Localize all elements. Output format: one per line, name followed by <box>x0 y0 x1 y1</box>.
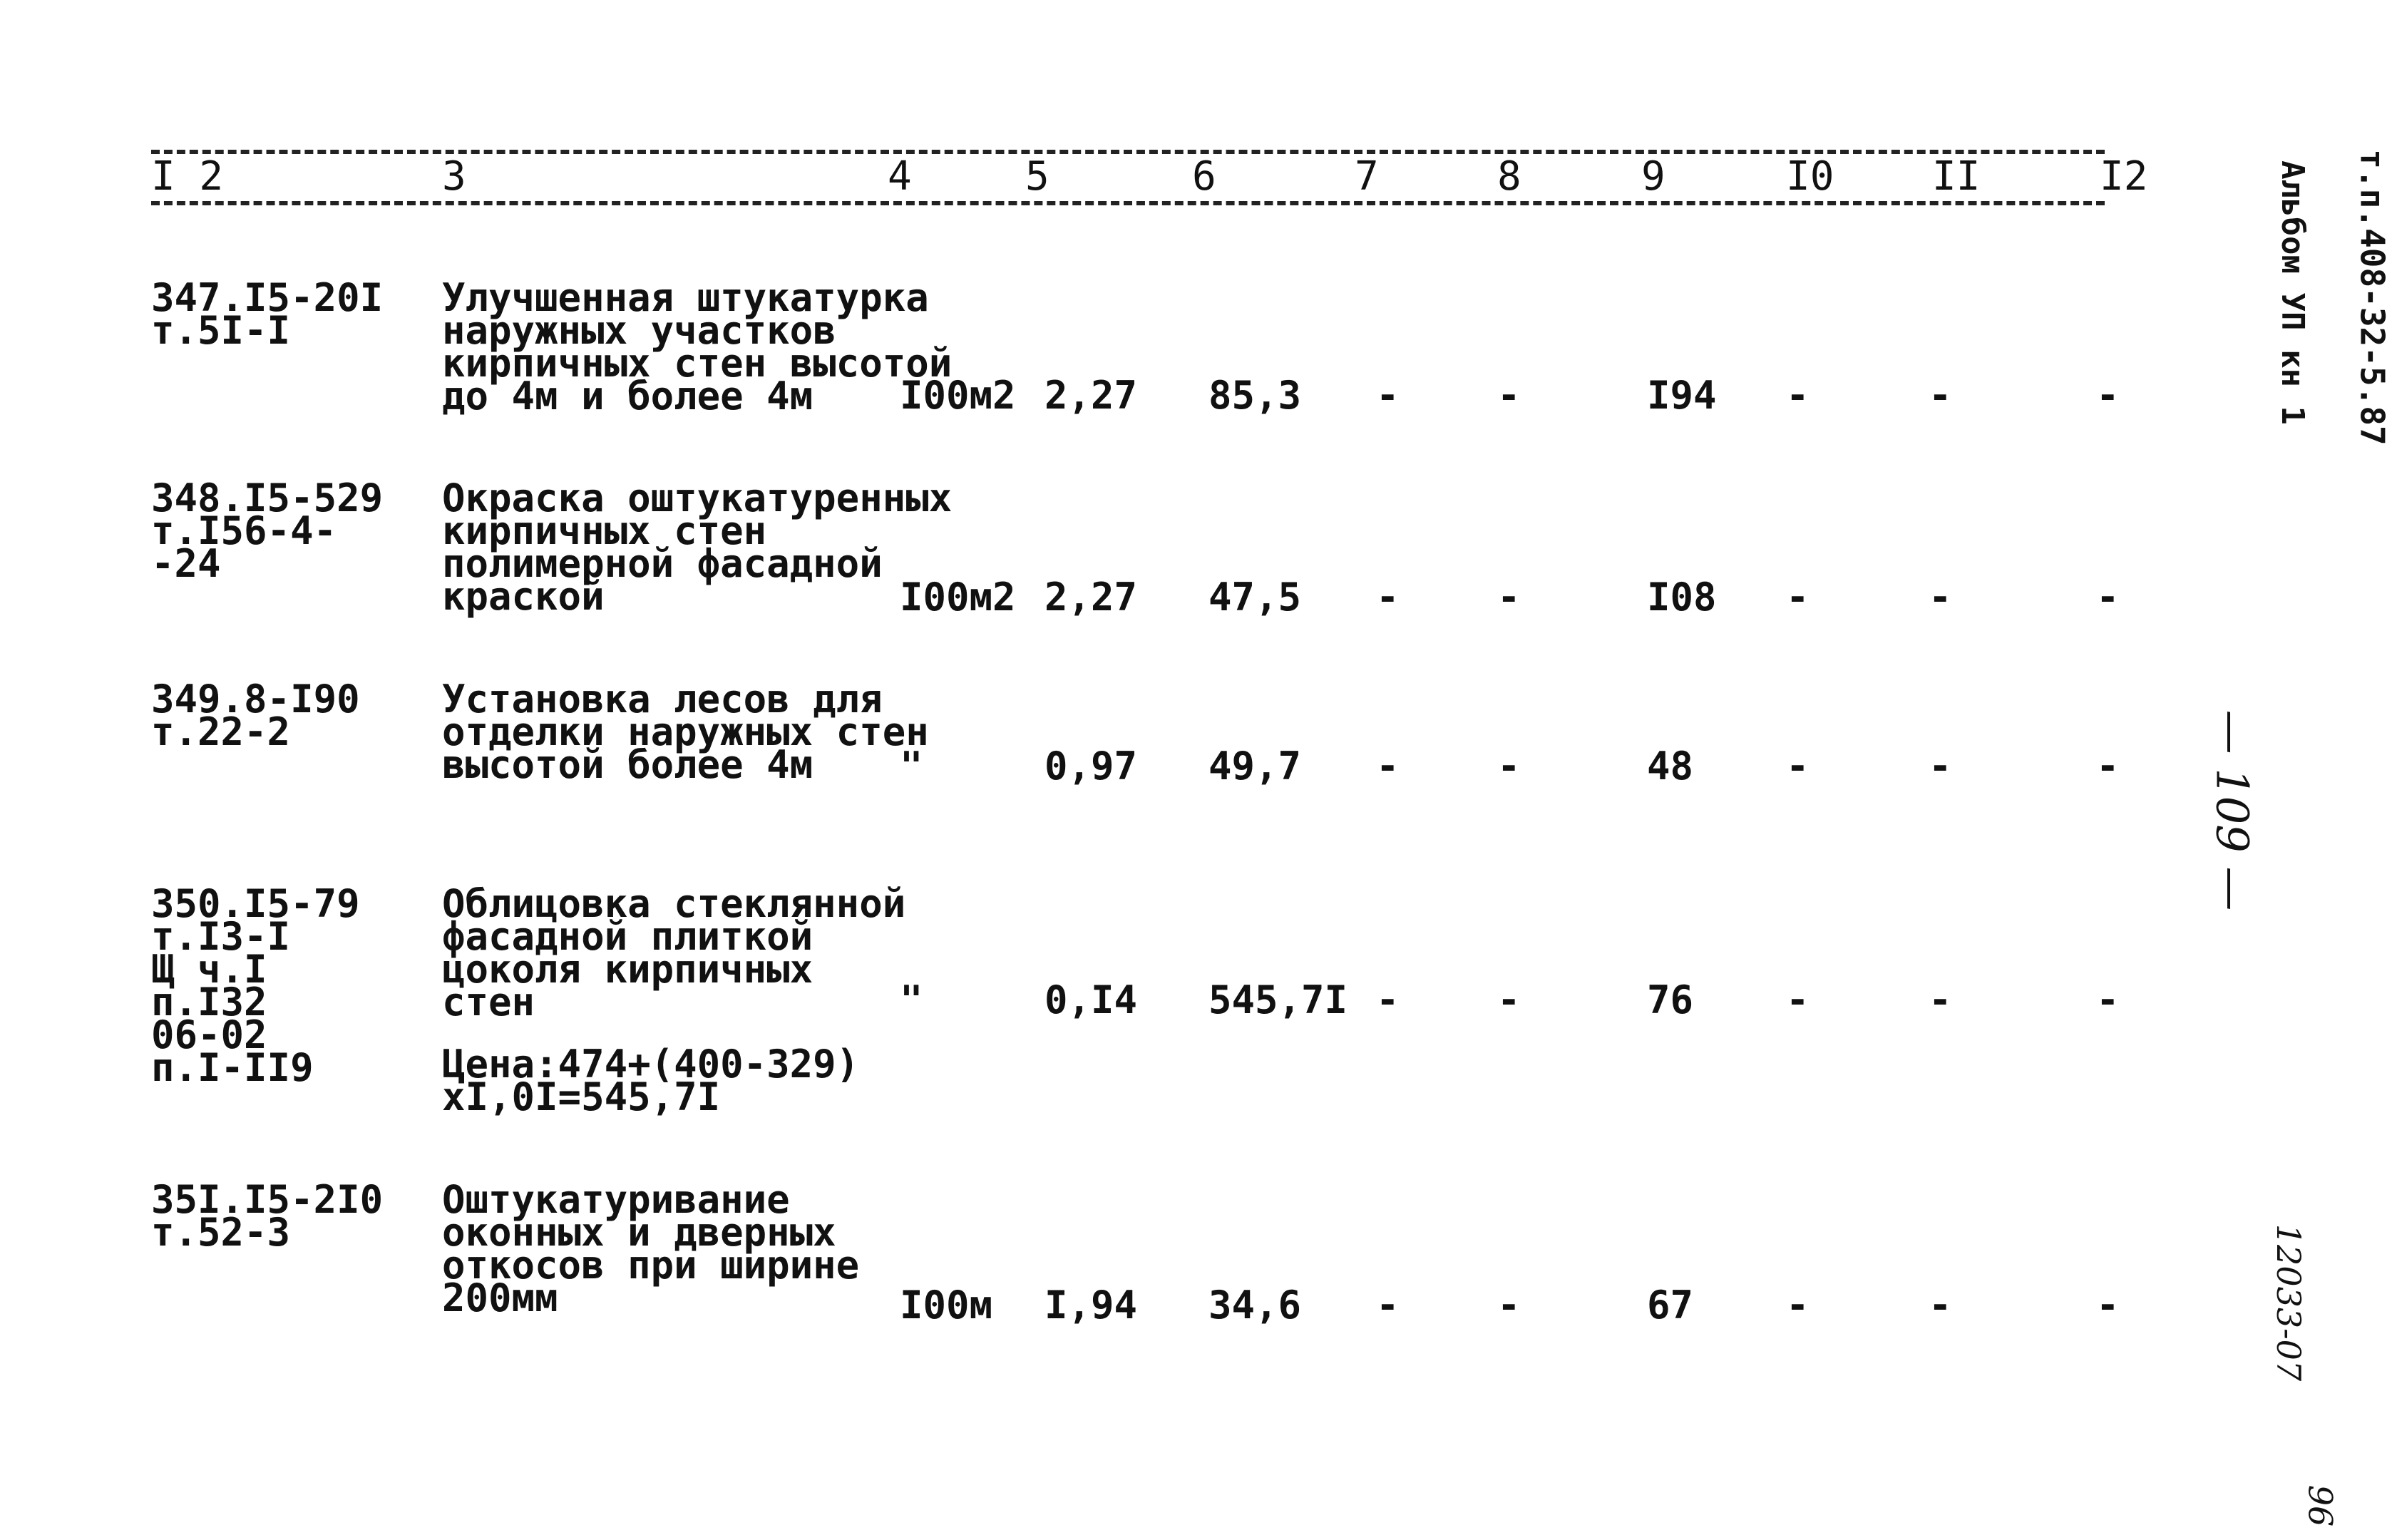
header-col-3: 3 <box>442 153 466 200</box>
row-349-col10: - <box>1786 744 1810 789</box>
row-348-unit: I00м2 <box>900 575 1016 620</box>
row-350-price: 545,7I <box>1208 977 1348 1022</box>
header-col-4: 4 <box>888 153 912 200</box>
row-348-col9: I08 <box>1647 575 1717 620</box>
album-label: Альбом УП кн 1 <box>2274 160 2311 425</box>
row-351-quantity: I,94 <box>1044 1283 1138 1328</box>
row-350-col8: - <box>1497 977 1521 1022</box>
header-col-5: 5 <box>1025 153 1049 200</box>
doc-ref: т.п.408-32-5.87 <box>2353 149 2392 446</box>
row-348-col8: - <box>1497 575 1521 620</box>
header-col-11: II <box>1932 153 1981 200</box>
row-347-col9: I94 <box>1647 373 1717 418</box>
row-351-col11: - <box>1929 1283 1952 1328</box>
row-349-unit: " <box>900 744 923 789</box>
row-349-col7: - <box>1376 744 1400 789</box>
row-347-description: Улучшенная штукатурка наружных участков кирпичных стен высотой до 4м и более 4м <box>442 275 953 419</box>
page-number: — 109 — <box>2206 709 2259 911</box>
row-351-description: Оштукатуривание оконных и дверных откосов при ширине 200мм <box>442 1177 860 1320</box>
header-col-12: I2 <box>2100 153 2148 200</box>
row-351-code: 35I.I5-2I0 т.52-3 <box>151 1177 384 1255</box>
row-347-quantity: 2,27 <box>1044 373 1138 418</box>
row-350-quantity: 0,I4 <box>1044 977 1138 1022</box>
row-347-col11: - <box>1929 373 1952 418</box>
row-348-col12: - <box>2096 575 2120 620</box>
row-347-price: 85,3 <box>1208 373 1302 418</box>
row-349-price: 49,7 <box>1208 744 1302 789</box>
row-351-col12: - <box>2096 1283 2120 1328</box>
header-col-8: 8 <box>1497 153 1521 200</box>
row-350-code: 350.I5-79 т.I3-I Щ ч.I п.I32 06-02 п.I-II9 <box>151 881 360 1090</box>
row-349-code: 349.8-I90 т.22-2 <box>151 677 360 754</box>
row-350-col11: - <box>1929 977 1952 1022</box>
header-col-6: 6 <box>1192 153 1216 200</box>
row-350-col10: - <box>1786 977 1810 1022</box>
row-347-col8: - <box>1497 373 1521 418</box>
row-349-description: Установка лесов для отделки наружных стен высотой более 4м <box>442 677 929 787</box>
row-351-price: 34,6 <box>1208 1283 1302 1328</box>
row-350-price-note: Цена:474+(400-329) xI,0I=545,7I <box>442 1042 860 1119</box>
row-347-col7: - <box>1376 373 1400 418</box>
corner-mark: 96 <box>2301 1484 2340 1527</box>
row-350-col9: 76 <box>1647 977 1694 1022</box>
row-350-description: Облицовка стеклянной фасадной плиткой цоколя кирпичных стен <box>442 881 906 1025</box>
row-350-col12: - <box>2096 977 2120 1022</box>
header-col-9: 9 <box>1641 153 1665 200</box>
row-347-unit: I00м2 <box>900 373 1016 418</box>
row-351-col8: - <box>1497 1283 1521 1328</box>
row-347-col10: - <box>1786 373 1810 418</box>
row-347-code: 347.I5-20I т.5I-I <box>151 275 384 353</box>
row-351-unit: I00м <box>900 1283 993 1328</box>
row-349-col12: - <box>2096 744 2120 789</box>
row-349-col8: - <box>1497 744 1521 789</box>
row-350-col7: - <box>1376 977 1400 1022</box>
row-351-col7: - <box>1376 1283 1400 1328</box>
row-348-col11: - <box>1929 575 1952 620</box>
row-347-col12: - <box>2096 373 2120 418</box>
row-349-quantity: 0,97 <box>1044 744 1138 789</box>
row-348-code: 348.I5-529 т.I56-4- -24 <box>151 476 384 586</box>
row-348-col7: - <box>1376 575 1400 620</box>
row-349-col9: 48 <box>1647 744 1694 789</box>
row-348-quantity: 2,27 <box>1044 575 1138 620</box>
row-348-col10: - <box>1786 575 1810 620</box>
inventory-number: 12033-07 <box>2269 1223 2309 1382</box>
row-351-col9: 67 <box>1647 1283 1694 1328</box>
header-bottom-rule <box>151 201 2105 205</box>
row-349-col11: - <box>1929 744 1952 789</box>
row-348-price: 47,5 <box>1208 575 1302 620</box>
header-col-1-2: I 2 <box>151 153 224 200</box>
header-col-7: 7 <box>1355 153 1379 200</box>
header-col-10: I0 <box>1786 153 1834 200</box>
row-350-unit: " <box>900 977 923 1022</box>
row-348-description: Окраска оштукатуренных кирпичных стен полимерной фасадной краской <box>442 476 953 619</box>
row-351-col10: - <box>1786 1283 1810 1328</box>
